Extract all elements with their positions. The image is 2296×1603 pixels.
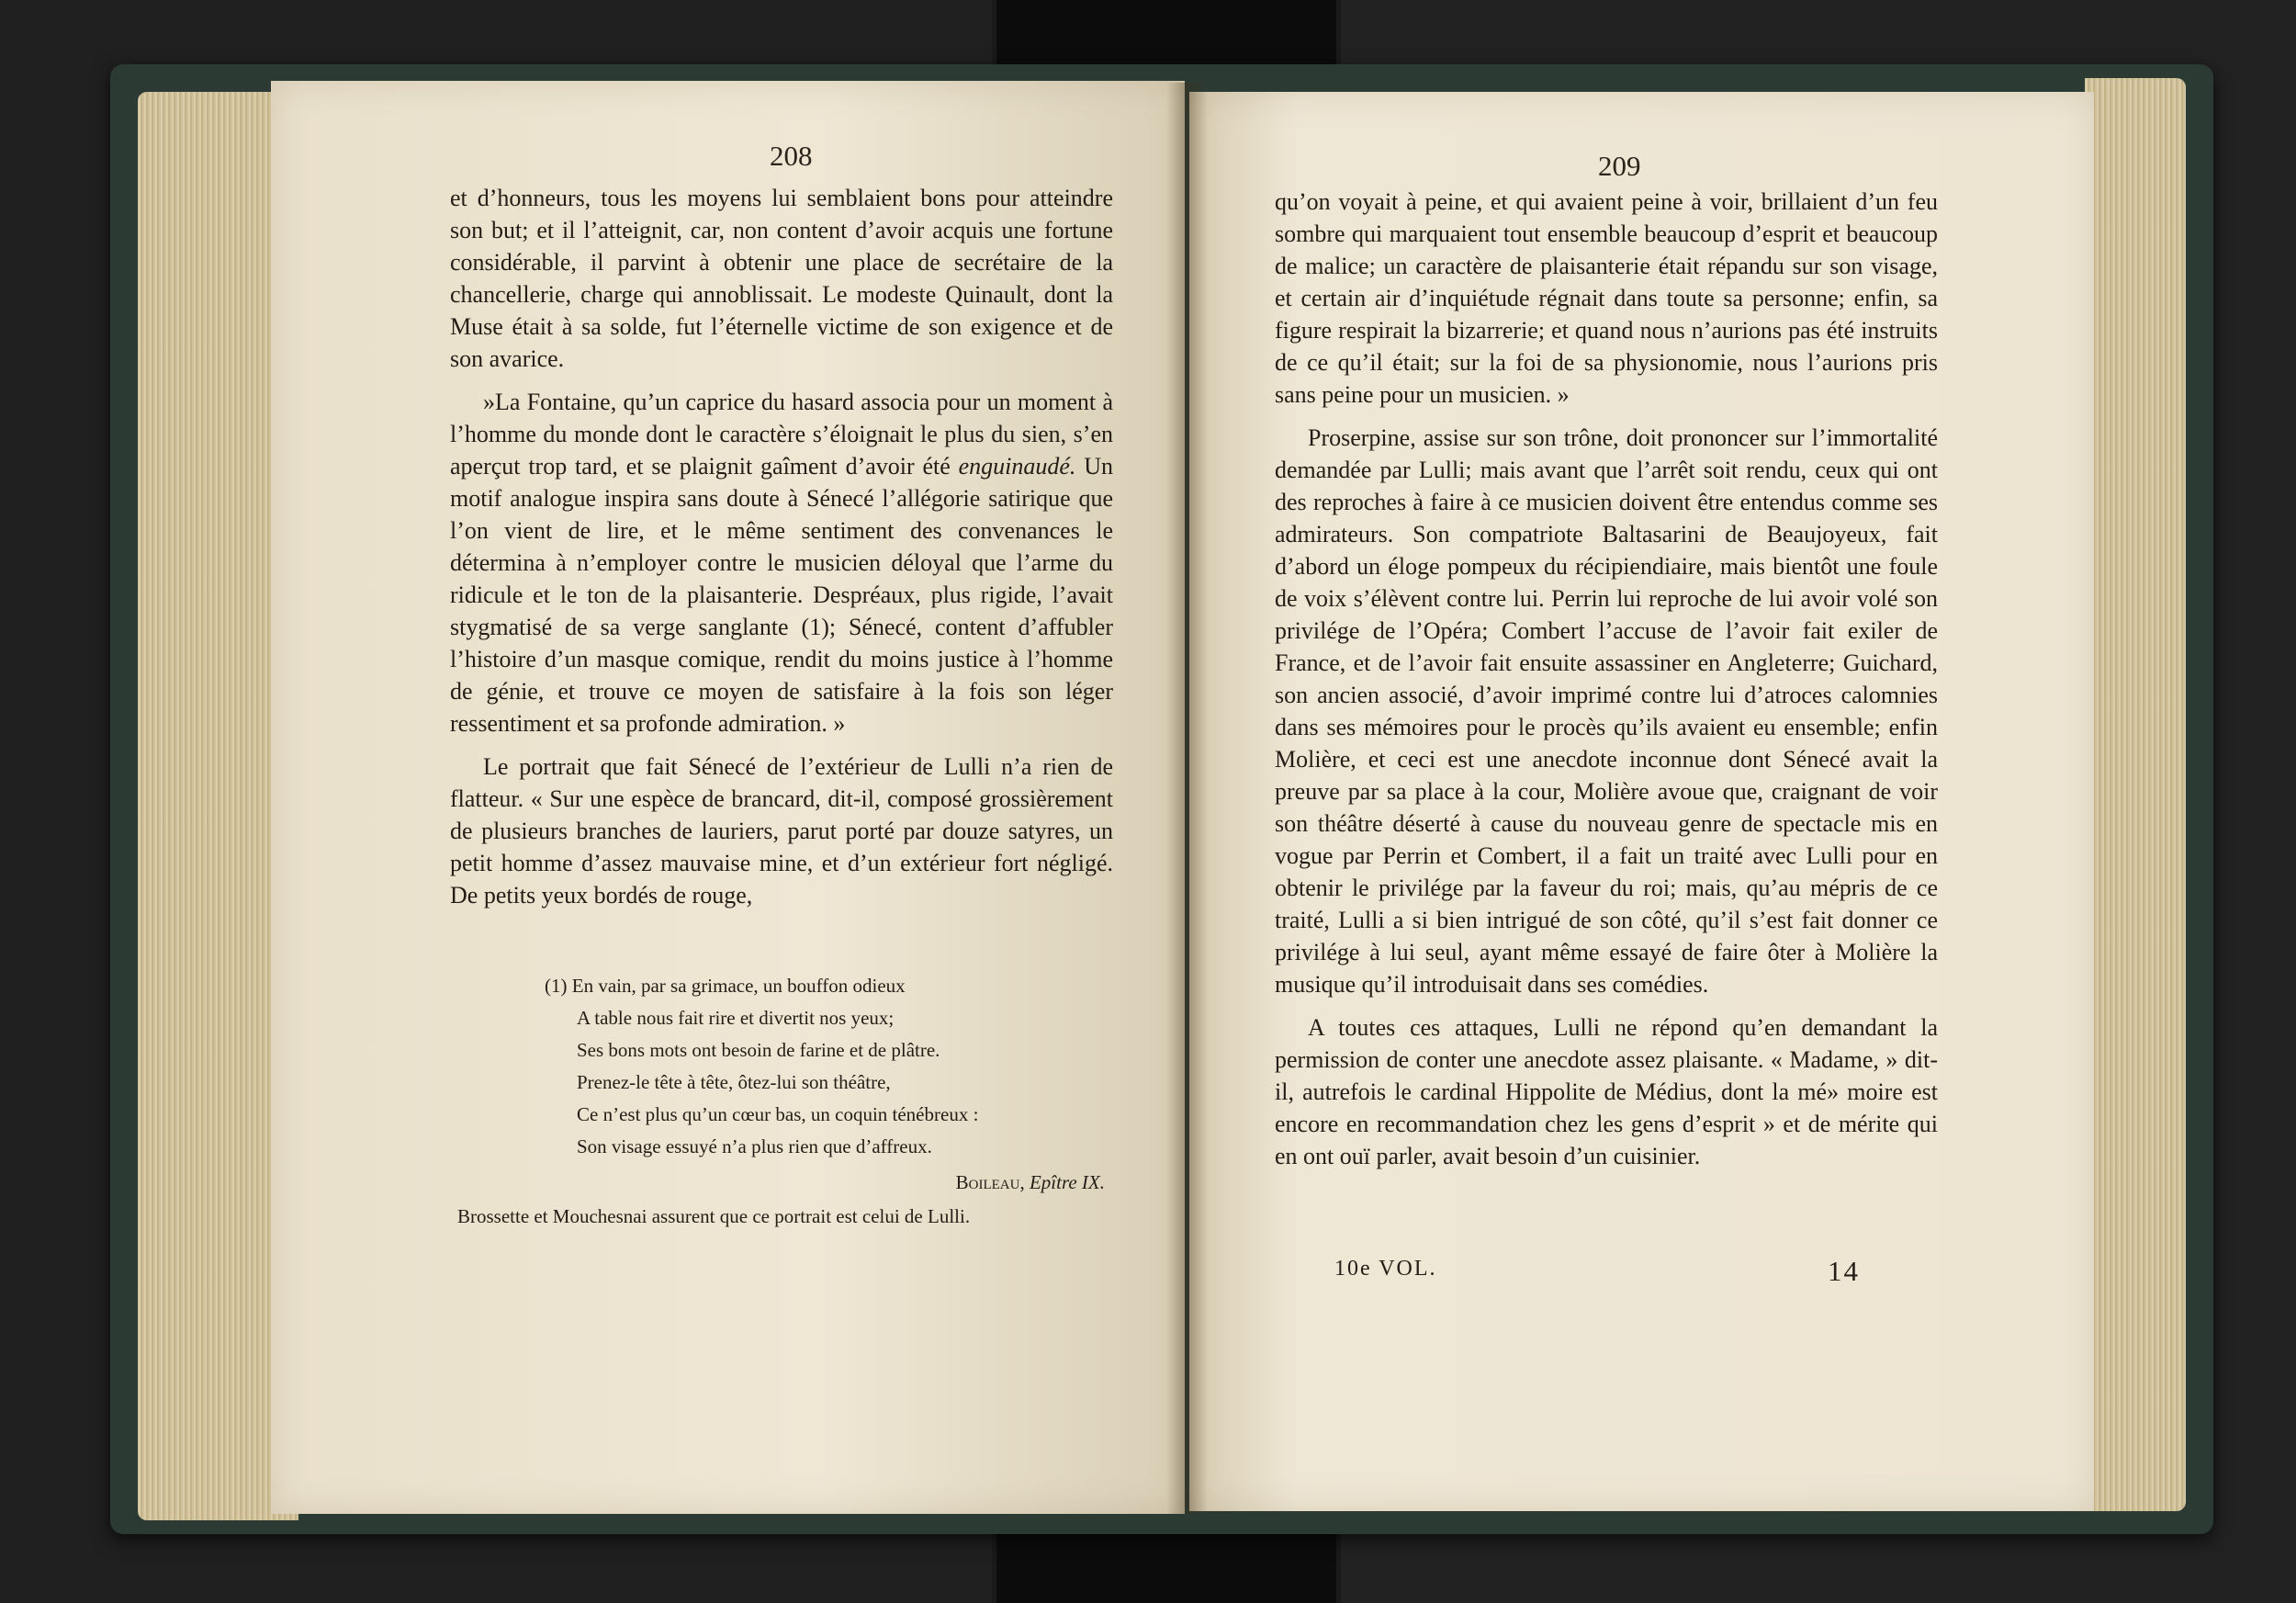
left-paragraph-2 — [450, 386, 1113, 739]
right-paragraph-1: qu’on voyait à peine, et qui avaient peine à voir, brillaient d’un feu sombre qui marquaient tout ensemble beaucoup d’esprit et beaucoup de malice; un caractère de plaisanterie était répandu sur son visage, et certain air d’inquiétude régnait dans toute sa personne; enfin, sa figure respirait la bizarrerie; et quand nous n’aurions pas été instruits de ce qu’il était; sur la foi de sa physionomie, nous l’aurions pris sans peine pour un musicien. » — [1275, 188, 1938, 408]
footnote-line-5: Ce n’est plus qu’un cœur bas, un coquin ténébreux : — [577, 1103, 979, 1125]
left-paragraph-3: Le portrait que fait Sénecé de l’extérieur de Lulli n’a rien de flatteur. « Sur une espèce de brancard, dit-il, composé grossièrement de plusieurs branches de lauriers, parut porté par douze satyres, un petit homme d’assez mauvaise mine, et d’un extérieur fort négligé. De petits yeux bordés de rouge, — [450, 753, 1113, 909]
book-gutter — [1166, 83, 1208, 1514]
page-number-right: 209 — [1598, 150, 1641, 182]
footnote-marker: (1) — [545, 975, 568, 997]
left-paragraph-1: et d’honneurs, tous les moyens lui semblaient bons pour atteindre son but; et il l’atteignit, car, non content d’avoir acquis une fortune considérable, il parvint à obtenir une place de secrétaire de la chancellerie, charge qui annoblissait. Le modeste Quinault, dont la Muse était à sa solde, fut l’éternelle victime de son exigence et de son avarice. — [450, 185, 1113, 372]
footnote-line-2: A table nous fait rire et divertit nos yeux; — [577, 1007, 895, 1029]
footnote-line-6: Son visage essuyé n’a plus rien que d’affreux. — [577, 1135, 932, 1157]
right-page-body — [1275, 186, 1938, 1183]
left-paragraph-2-italic: enguinaudé. — [958, 453, 1076, 480]
footnote — [457, 970, 1132, 1233]
footnote-note: Brossette et Mouchesnai assurent que ce portrait est celui de Lulli. — [457, 1205, 971, 1227]
page-edges-right — [2085, 78, 2186, 1511]
footnote-line-1: (1) En vain, par sa grimace, un bouffon odieux — [545, 975, 906, 997]
footnote-line-4: Prenez-le tête à tête, ôtez-lui son théâtre, — [577, 1071, 891, 1093]
footnote-attribution: Boileau, Epître IX. — [955, 1171, 1105, 1193]
footnote-line-3: Ses bons mots ont besoin de farine et de plâtre. — [577, 1039, 940, 1061]
left-paragraph-2-rest: Un motif analogue inspira sans doute à Sénecé l’allégorie satirique que l’on vient de lire, et le même sentiment des convenances le détermina à n’employer contre le musicien déloyal que l’arme du ridicule et le ton de la plaisanterie. Despréaux, plus rigide, l’avait stygmatisé de sa verge sanglante (1); Sénecé, content d’affubler l’histoire d’un masque comique, rendit du moins justice à l’homme de génie, et trouve ce moyen de satisfaire à la fois son léger ressentiment et sa profonde admiration. » — [450, 453, 1114, 737]
page-number-left: 208 — [770, 140, 813, 172]
right-paragraph-3: A toutes ces attaques, Lulli ne répond qu’en demandant la permission de conter une anecdote assez plaisante. « Madame, » dit-il, autrefois le cardinal Hippolite de Médius, dont la mé» moire est encore en recommandation chez les gens d’esprit » et de mérite qui en ont ouï parler, avait besoin d’un cuisinier. — [1275, 1014, 1938, 1169]
right-paragraph-2: Proserpine, assise sur son trône, doit prononcer sur l’immortalité demandée par Lulli; mais avant que l’arrêt soit rendu, ceux qui ont des reproches à faire à ce musicien doivent être entendus comme ses admirateurs. Son compatriote Baltasarini de Beaujoyeux, fait d’abord un éloge pompeux du récipiendiaire, mais bientôt une foule de voix s’élèvent contre lui. Perrin lui reproche de lui avoir volé son privilége de l’Opéra; Combert l’accuse de l’avoir fait exiler de France, et de l’avoir fait ensuite assassiner en Angleterre; Guichard, son ancien associé, d’avoir imprimé contre lui d’atroces calomnies dans ses mémoires pour le procès qu’ils avaient eu ensemble; enfin Molière, et ceci est une anecdote inconnue dont Sénecé avait la preuve par sa place à la cour, Molière avoue que, craignant de voir son théâtre déserté à cause du nouveau genre de spectacle mis en vogue par Perrin et Combert, il a fait un traité avec Lulli pour en obtenir le privilége par la faveur du roi; mais, qu’au mépris de ce traité, Lulli a si bien intrigué de son côté, qu’il s’est fait donner ce privilége à lui seul, ayant même essayé de faire ôter à Molière la musique qu’il introduisait dans ses comédies. — [1275, 424, 1938, 998]
left-page-body — [450, 182, 1113, 922]
signature-volume: 10e VOL. — [1334, 1257, 1437, 1281]
left-paragraph-2-start: »La Fontaine, qu’un caprice du hasard associa pour un moment à l’homme du monde dont le caractère s’éloignait le plus du sien, s’en aperçut trop tard, et se plaignit gaîment d’avoir été — [450, 389, 1113, 480]
signature-sheet-number: 14 — [1828, 1255, 1860, 1287]
